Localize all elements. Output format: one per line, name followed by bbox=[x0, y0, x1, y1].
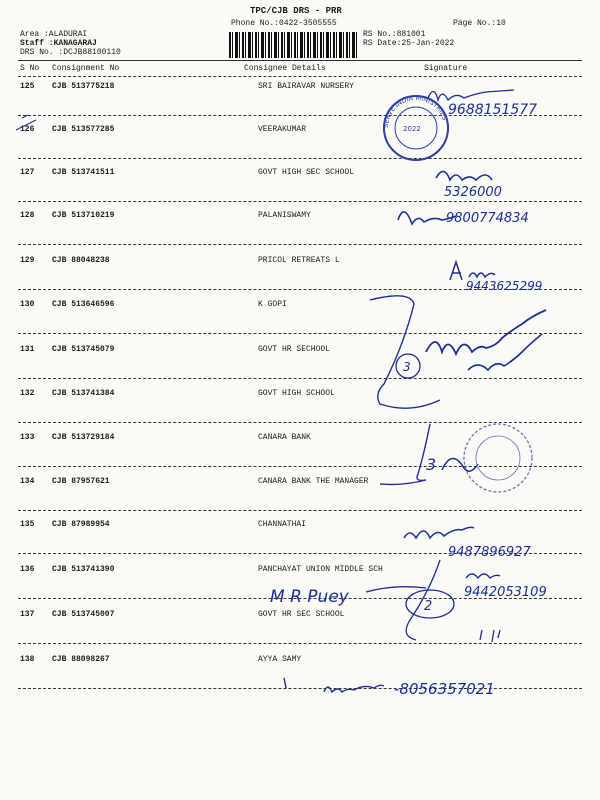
row-sno: 138 bbox=[20, 655, 35, 664]
row-sno: 125 bbox=[20, 82, 35, 91]
row-divider bbox=[18, 244, 582, 245]
table-row bbox=[0, 125, 600, 137]
row-consignment: CJB 88098267 bbox=[52, 655, 110, 664]
header-rule-top bbox=[18, 60, 582, 61]
row-consignment: CJB 513646596 bbox=[52, 300, 115, 309]
rs-date: RS Date:25-Jan-2022 bbox=[363, 39, 455, 48]
row-consignment: CJB 513741384 bbox=[52, 389, 115, 398]
row-consignment: CJB 513729184 bbox=[52, 433, 115, 442]
row-divider bbox=[18, 333, 582, 334]
row-consignee: GOVT HIGH SCHOOL bbox=[258, 389, 335, 398]
stamp-date: 2022 bbox=[403, 125, 421, 133]
row-divider bbox=[18, 289, 582, 290]
tick-mark-138 bbox=[284, 678, 286, 688]
row-consignee: CHANNATHAI bbox=[258, 520, 307, 529]
row-consignment: CJB 513775218 bbox=[52, 82, 115, 91]
row-consignee: GOVT HR SEC SCHOOL bbox=[258, 610, 345, 619]
row-consignment: CJB 87957621 bbox=[52, 477, 110, 486]
row-divider bbox=[18, 378, 582, 379]
row-consignee: AYYA SAMY bbox=[258, 655, 302, 664]
row-sno: 128 bbox=[20, 211, 35, 220]
row-consignee: CANARA BANK bbox=[258, 433, 311, 442]
row-sno: 135 bbox=[20, 520, 35, 529]
row-consignment: CJB 513710219 bbox=[52, 211, 115, 220]
row-sno: 129 bbox=[20, 256, 35, 265]
row-consignee: PANCHAYAT UNION MIDDLE SCH bbox=[258, 565, 383, 574]
sig-133-count: 3 bbox=[426, 455, 437, 474]
row-sno: 133 bbox=[20, 433, 35, 442]
col-consignee: Consignee Details bbox=[244, 64, 326, 73]
table-row bbox=[0, 655, 600, 667]
row-divider bbox=[18, 553, 582, 554]
staff-label: Staff :KANAGARAJ bbox=[20, 39, 97, 48]
row-sno: 130 bbox=[20, 300, 35, 309]
table-row bbox=[0, 389, 600, 401]
sig-136-phone2: 9442053109 bbox=[464, 585, 547, 600]
row-divider bbox=[18, 643, 582, 644]
row-divider bbox=[18, 422, 582, 423]
row-consignment: CJB 513745007 bbox=[52, 610, 115, 619]
sig-136-name: M R Puey bbox=[270, 587, 349, 607]
row-consignee: SRI BAIRAVAR NURSERY bbox=[258, 82, 355, 91]
row-consignee: GOVT HIGH SEC SCHOOL bbox=[258, 168, 355, 177]
row-consignment: CJB 87989954 bbox=[52, 520, 110, 529]
row-divider bbox=[18, 201, 582, 202]
row-sno: 134 bbox=[20, 477, 35, 486]
barcode bbox=[229, 32, 357, 58]
row-divider bbox=[18, 158, 582, 159]
row-consignee: CANARA BANK THE MANAGER bbox=[258, 477, 369, 486]
row-sno: 127 bbox=[20, 168, 35, 177]
row-sno: 136 bbox=[20, 565, 35, 574]
row-consignee: GOVT HR SECHOOL bbox=[258, 345, 331, 354]
row-consignee: PALANISWAMY bbox=[258, 211, 311, 220]
row-consignment: CJB 513741511 bbox=[52, 168, 115, 177]
table-row bbox=[0, 433, 600, 445]
phone-number: Phone No.:0422-3505555 bbox=[231, 19, 337, 28]
table-row bbox=[0, 168, 600, 180]
table-row bbox=[0, 211, 600, 223]
row-consignee: PRICOL RETREATS L bbox=[258, 256, 340, 265]
sig-138-line: -8056357021 bbox=[394, 680, 495, 698]
page-number: Page No.:10 bbox=[453, 19, 506, 28]
sig-125-phone: 9688151577 bbox=[448, 102, 538, 118]
row-consignment: CJB 513577285 bbox=[52, 125, 115, 134]
table-row bbox=[0, 82, 600, 94]
table-row bbox=[0, 610, 600, 622]
signature-136-stroke bbox=[366, 587, 426, 592]
table-row bbox=[0, 300, 600, 312]
signature-133 bbox=[442, 458, 478, 471]
signature-137 bbox=[480, 630, 500, 642]
document-title: TPC/CJB DRS - PRR bbox=[250, 6, 342, 16]
table-row bbox=[0, 565, 600, 577]
stamp-text: SERVE INDIA MINISTRIES bbox=[381, 93, 449, 129]
sig-129-phone: 9443625299 bbox=[466, 279, 543, 293]
rs-number: RS No.:881001 bbox=[363, 30, 426, 39]
col-consignment: Consignment No bbox=[52, 64, 120, 73]
sig-127-phone: 5326000 bbox=[444, 185, 502, 200]
table-row bbox=[0, 256, 600, 268]
row-consignment: CJB 88048238 bbox=[52, 256, 110, 265]
table-row bbox=[0, 477, 600, 489]
row-divider bbox=[18, 510, 582, 511]
table-row bbox=[0, 520, 600, 532]
row-divider bbox=[18, 466, 582, 467]
sig-130-count: 3 bbox=[403, 360, 411, 374]
row-consignee: K GOPI bbox=[258, 300, 287, 309]
count-circle-130 bbox=[396, 354, 420, 378]
row-divider bbox=[18, 688, 582, 689]
sig-136-phone: 9487896927 bbox=[448, 545, 531, 560]
row-divider bbox=[18, 115, 582, 116]
sig-128-phone: 9800774834 bbox=[446, 211, 529, 226]
row-consignment: CJB 513741390 bbox=[52, 565, 115, 574]
row-divider bbox=[18, 598, 582, 599]
drs-number: DRS No. :DCJB88100110 bbox=[20, 48, 121, 57]
row-sno: 137 bbox=[20, 610, 35, 619]
row-consignment: CJB 513745079 bbox=[52, 345, 115, 354]
table-row bbox=[0, 345, 600, 357]
header-rule-bottom bbox=[18, 76, 582, 77]
row-sno: 131 bbox=[20, 345, 35, 354]
row-consignee: VEERAKUMAR bbox=[258, 125, 307, 134]
col-signature: Signature bbox=[424, 64, 468, 73]
row-sno: 126 bbox=[20, 125, 35, 134]
area-label: Area :ALADURAI bbox=[20, 30, 88, 39]
row-sno: 132 bbox=[20, 389, 35, 398]
col-sno: S No bbox=[20, 64, 40, 73]
sig-136-count: 2 bbox=[424, 599, 433, 614]
